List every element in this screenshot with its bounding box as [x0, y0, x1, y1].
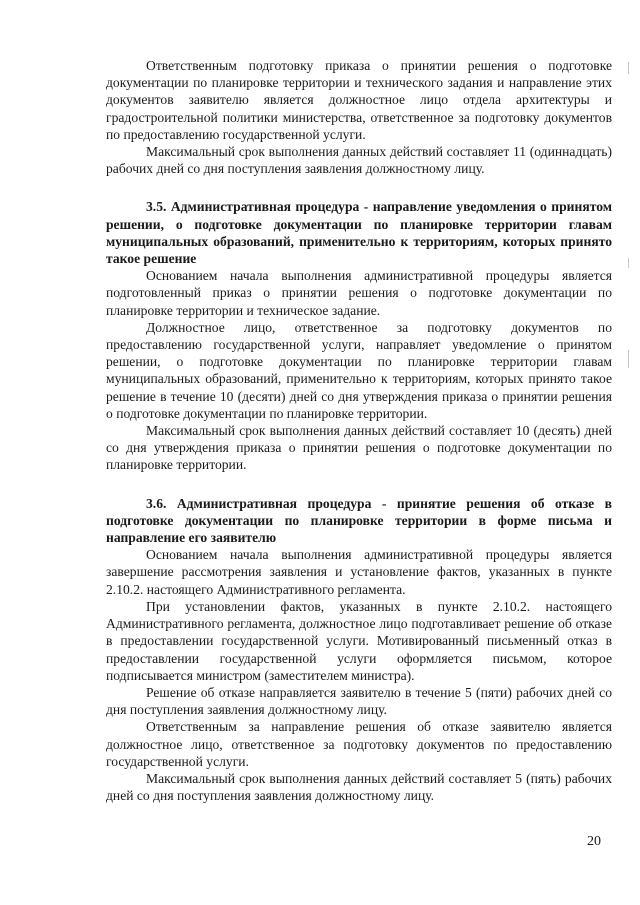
paragraph: Максимальный срок выполнения данных действий составляет 10 (десять) дней со дня утверждения приказа о принятии решения о подготовке документации по планировке территории.	[106, 423, 612, 473]
spacer	[106, 177, 612, 198]
spacer	[106, 474, 612, 495]
paragraph: Основанием начала выполнения административной процедуры является завершение рассмотрения заявления и установление фактов, указанных в пункте 2.10.2. настоящего Административного регламента.	[106, 547, 612, 597]
section-heading: 3.5. Административная процедура - направление уведомления о принятом решении, о подготовке документации по планировке территории главам муниципальных образований, применительно к территориям, которых принято такое решение	[106, 199, 612, 267]
page-number: 20	[587, 834, 601, 849]
paragraph: Ответственным за направление решения об отказе заявителю является должностное лицо, ответственное за подготовку документов по предоставлению государственной услуги.	[106, 719, 612, 769]
scan-mark	[628, 62, 629, 74]
paragraph: Ответственным подготовку приказа о принятии решения о подготовке документации по планировке территории и технического задания и направление этих документов заявителю является должностное лицо отдела архитектуры и градостроительной политики министерства, ответственное за подготовку документов по предоставлению государственной услуги.	[106, 58, 612, 142]
paragraph: При установлении фактов, указанных в пункте 2.10.2. настоящего Административного регламента, должностное лицо подготавливает решение об отказе в предоставлении государственной услуги. Мотивированный письменный отказ в предоставлении государственной услуги оформляется письмом, которое подписывается министром (заместителем министра).	[106, 598, 612, 683]
document-page	[106, 57, 612, 804]
paragraph: Максимальный срок выполнения данных действий составляет 11 (одиннадцать) рабочих дней со дня поступления заявления должностному лицу.	[106, 144, 612, 177]
scan-mark	[628, 350, 629, 368]
section-heading: 3.6. Административная процедура - принятие решения об отказе в подготовке документации по планировке территории в форме письма и направление его заявителю	[106, 495, 612, 546]
paragraph: Должностное лицо, ответственное за подготовку документов по предоставлению государственной услуги, направляет уведомление о принятом решении, о подготовке документации по планировке территории главам муниципальных образований, применительно к территориям, которых принято такое решение в течение 10 (десяти) дней со дня утверждения приказа о принятии решения о подготовке документации по планировке территории.	[106, 319, 612, 421]
paragraph: Максимальный срок выполнения данных действий составляет 5 (пять) рабочих дней со дня поступления заявления должностному лицу.	[106, 770, 612, 804]
paragraph: Решение об отказе направляется заявителю в течение 5 (пяти) рабочих дней со дня поступления заявления должностному лицу.	[106, 684, 612, 718]
paragraph: Основанием начала выполнения административной процедуры является подготовленный приказ о принятии решения о подготовке документации по планировке территории и техническое задание.	[106, 268, 612, 318]
scan-mark	[628, 258, 629, 268]
